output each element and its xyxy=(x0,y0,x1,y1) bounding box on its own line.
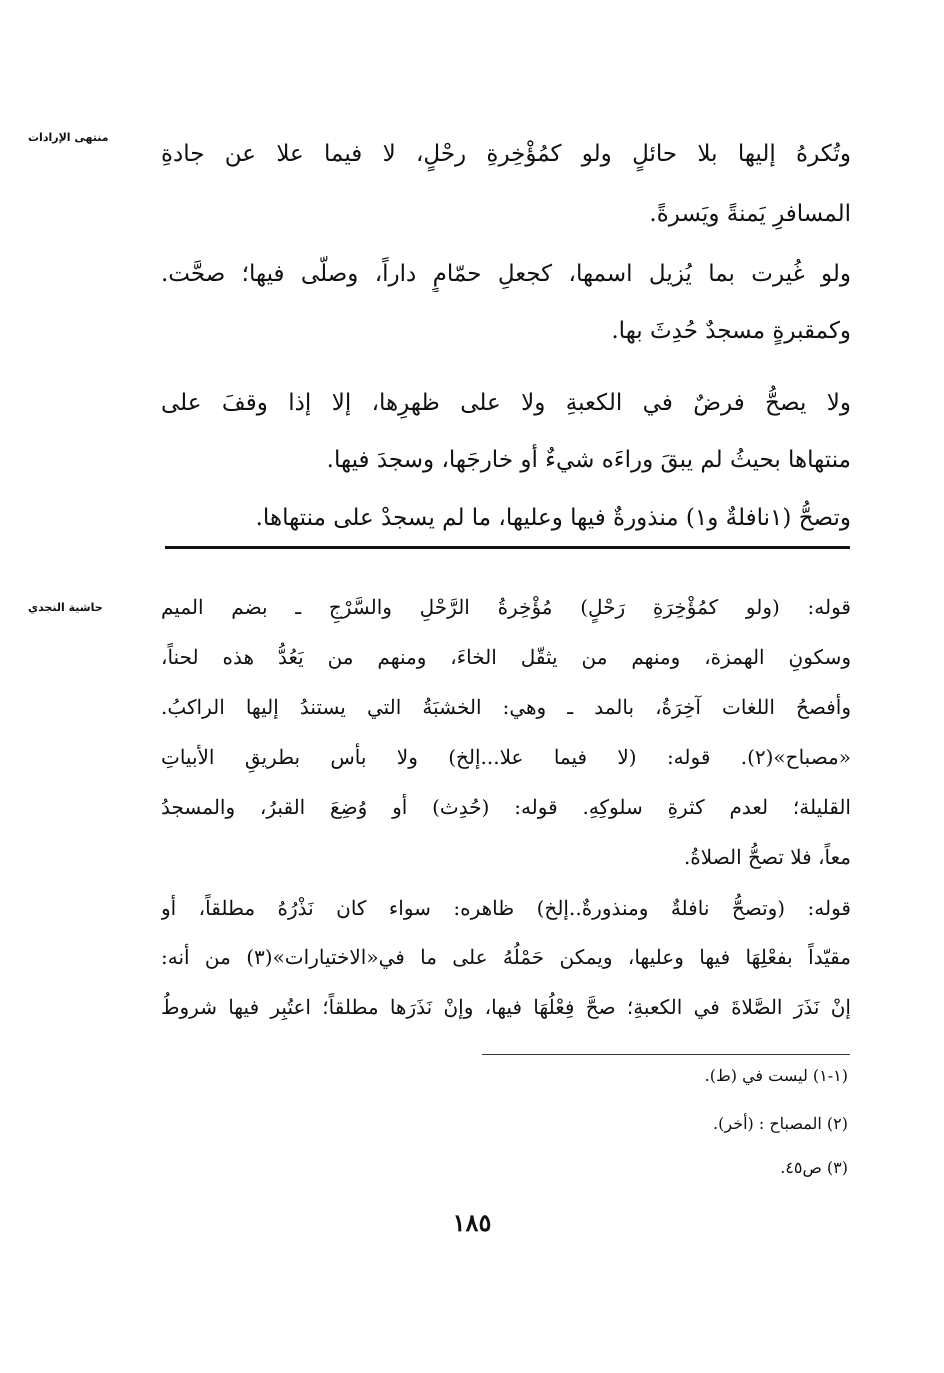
footnote: (٣) ص٤٥. xyxy=(780,1158,848,1177)
main-line: منتهاها بحيثُ لم يبقَ وراءَه شيءٌ أو خارجَها، وسجدَ فيها. xyxy=(326,447,851,473)
main-line: ولا يصحُّ فرضٌ في الكعبةِ ولا على ظهرِها، إلا إذا وقفَ على xyxy=(161,390,851,416)
commentary-line: وسكونِ الهمزة، ومنهم من يثقّل الخاءَ، ومنهم من يَعُدُّ هذه لحناً، xyxy=(161,645,851,669)
footnote: (٢) المصباح : (أخر). xyxy=(713,1114,848,1133)
side-label-commentary: حاشية النجدي xyxy=(28,601,103,614)
commentary-line: وأفصحُ اللغات آخِرَةُ، بالمد ـ وهي: الخشبَةُ التي يستندُ إليها الراكبُ. xyxy=(161,695,851,719)
commentary-line: قوله: (وتصحُّ نافلةٌ ومنذورةٌ..إلخ) ظاهره: سواء كان نَذْرُهُ مطلقاً، أو xyxy=(161,896,851,920)
commentary-line: القليلة؛ لعدم كثرةِ سلوكِهِ. قوله: (حُدِث) أو وُضِعَ القبرُ، والمسجدُ xyxy=(161,795,851,819)
main-line: وتُكرهُ إليها بلا حائلٍ ولو كمُؤْخِرةِ رحْلٍ، لا فيما علا عن جادةِ xyxy=(161,141,851,167)
footnote-divider xyxy=(482,1054,850,1055)
main-line: المسافرِ يَمنةً ويَسرةً. xyxy=(649,201,851,227)
section-divider xyxy=(165,546,850,549)
main-line: وتصحُّ (١نافلةٌ و١) منذورةٌ فيها وعليها، ما لم يسجدْ على منتهاها. xyxy=(255,505,851,531)
side-label-book-title: منتهى الإرادات xyxy=(28,131,109,144)
commentary-line: قوله: (ولو كمُؤْخِرَةِ رَحْلٍ) مُؤْخِرةُ الرَّحْلِ والسَّرْجِ ـ بضم الميم xyxy=(161,595,851,619)
commentary-line: «مصباح»(٢). قوله: (لا فيما علا...إلخ) ولا بأس بطريقِ الأبياتِ xyxy=(161,745,851,769)
main-line: ولو غُيرت بما يُزيل اسمها، كجعلِ حمّامٍ داراً، وصلّى فيها؛ صحَّت. xyxy=(161,261,851,287)
main-line: وكمقبرةٍ مسجدٌ حُدِثَ بها. xyxy=(611,318,851,344)
footnote: (١-١) ليست في (ط). xyxy=(704,1066,848,1085)
commentary-line: مقيّداً بفعْلِهَا فيها وعليها، ويمكن حَمْلُهُ على ما في«الاختيارات»(٣) من أنه: xyxy=(161,945,851,969)
commentary-line: إنْ نَذَرَ الصَّلاةَ في الكعبةِ؛ صحَّ فِعْلُهَا فيها، وإنْ نَذَرَها مطلقاً؛ اعتُبِر فيها شروطُ xyxy=(161,995,851,1019)
page-number: ١٨٥ xyxy=(452,1208,492,1237)
commentary-line: معاً، فلا تصحُّ الصلاةُ. xyxy=(683,845,851,869)
